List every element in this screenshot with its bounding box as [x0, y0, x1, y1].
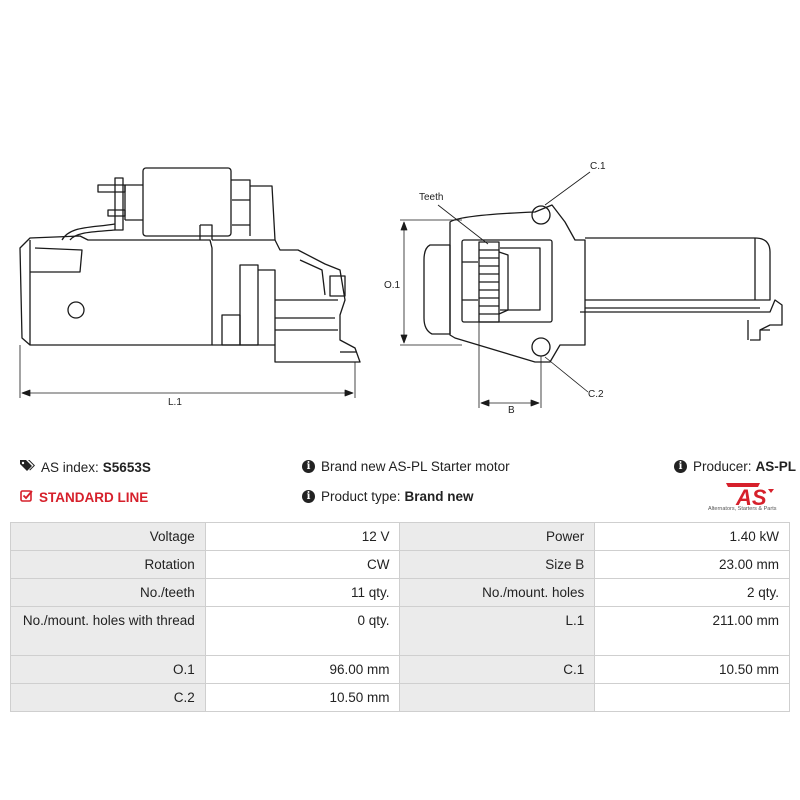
producer — [674, 459, 796, 474]
spec-label: Power — [400, 523, 595, 551]
as-index-label: AS index: — [41, 459, 99, 475]
as-index — [20, 459, 151, 475]
spec-value: 23.00 mm — [595, 551, 790, 579]
standard-line-label: STANDARD LINE — [39, 489, 149, 505]
check-square-icon — [20, 489, 33, 505]
spec-label: Rotation — [11, 551, 206, 579]
label-b: B — [508, 405, 515, 416]
spec-row — [11, 684, 790, 712]
spec-label: No./mount. holes with thread — [11, 607, 206, 656]
spec-label: Voltage — [11, 523, 206, 551]
product-type-value: Brand new — [404, 489, 474, 504]
front-view — [400, 172, 782, 408]
spec-label — [400, 684, 595, 712]
spec-value: 211.00 mm — [595, 607, 790, 656]
info-icon: i — [302, 490, 315, 503]
spec-label: L.1 — [400, 607, 595, 656]
info-icon: i — [674, 460, 687, 473]
spec-label: Size B — [400, 551, 595, 579]
svg-text:AS: AS — [736, 485, 767, 509]
spec-table — [10, 522, 790, 712]
spec-value: 10.50 mm — [595, 656, 790, 684]
as-index-value: S5653S — [102, 459, 151, 475]
spec-row — [11, 607, 790, 656]
spec-label: No./teeth — [11, 579, 206, 607]
tags-icon — [20, 459, 35, 475]
spec-row — [11, 656, 790, 684]
product-type — [302, 489, 474, 504]
spec-label: O.1 — [11, 656, 206, 684]
spec-value: 10.50 mm — [205, 684, 400, 712]
spec-value: 1.40 kW — [595, 523, 790, 551]
side-view — [20, 168, 360, 398]
label-l1: L.1 — [168, 397, 182, 408]
spec-label: No./mount. holes — [400, 579, 595, 607]
logo-caption: Alternators, Starters & Parts — [708, 506, 777, 512]
spec-label: C.2 — [11, 684, 206, 712]
producer-label: Producer: — [693, 459, 752, 474]
spec-row — [11, 523, 790, 551]
spec-value: 12 V — [205, 523, 400, 551]
spec-label: C.1 — [400, 656, 595, 684]
product-type-label: Product type: — [321, 489, 401, 504]
spec-value: 2 qty. — [595, 579, 790, 607]
spec-value: 11 qty. — [205, 579, 400, 607]
spec-row — [11, 579, 790, 607]
label-c1: C.1 — [590, 161, 606, 172]
standard-line — [20, 489, 148, 505]
spec-value: CW — [205, 551, 400, 579]
producer-value: AS-PL — [755, 459, 797, 474]
info-icon: i — [302, 460, 315, 473]
spec-value: 0 qty. — [205, 607, 400, 656]
spec-row — [11, 551, 790, 579]
description-text: Brand new AS-PL Starter motor — [321, 459, 510, 474]
label-o1: O.1 — [384, 280, 401, 291]
spec-value — [595, 684, 790, 712]
description — [302, 459, 510, 474]
spec-value: 96.00 mm — [205, 656, 400, 684]
label-teeth: Teeth — [419, 192, 444, 203]
label-c2: C.2 — [588, 389, 604, 400]
